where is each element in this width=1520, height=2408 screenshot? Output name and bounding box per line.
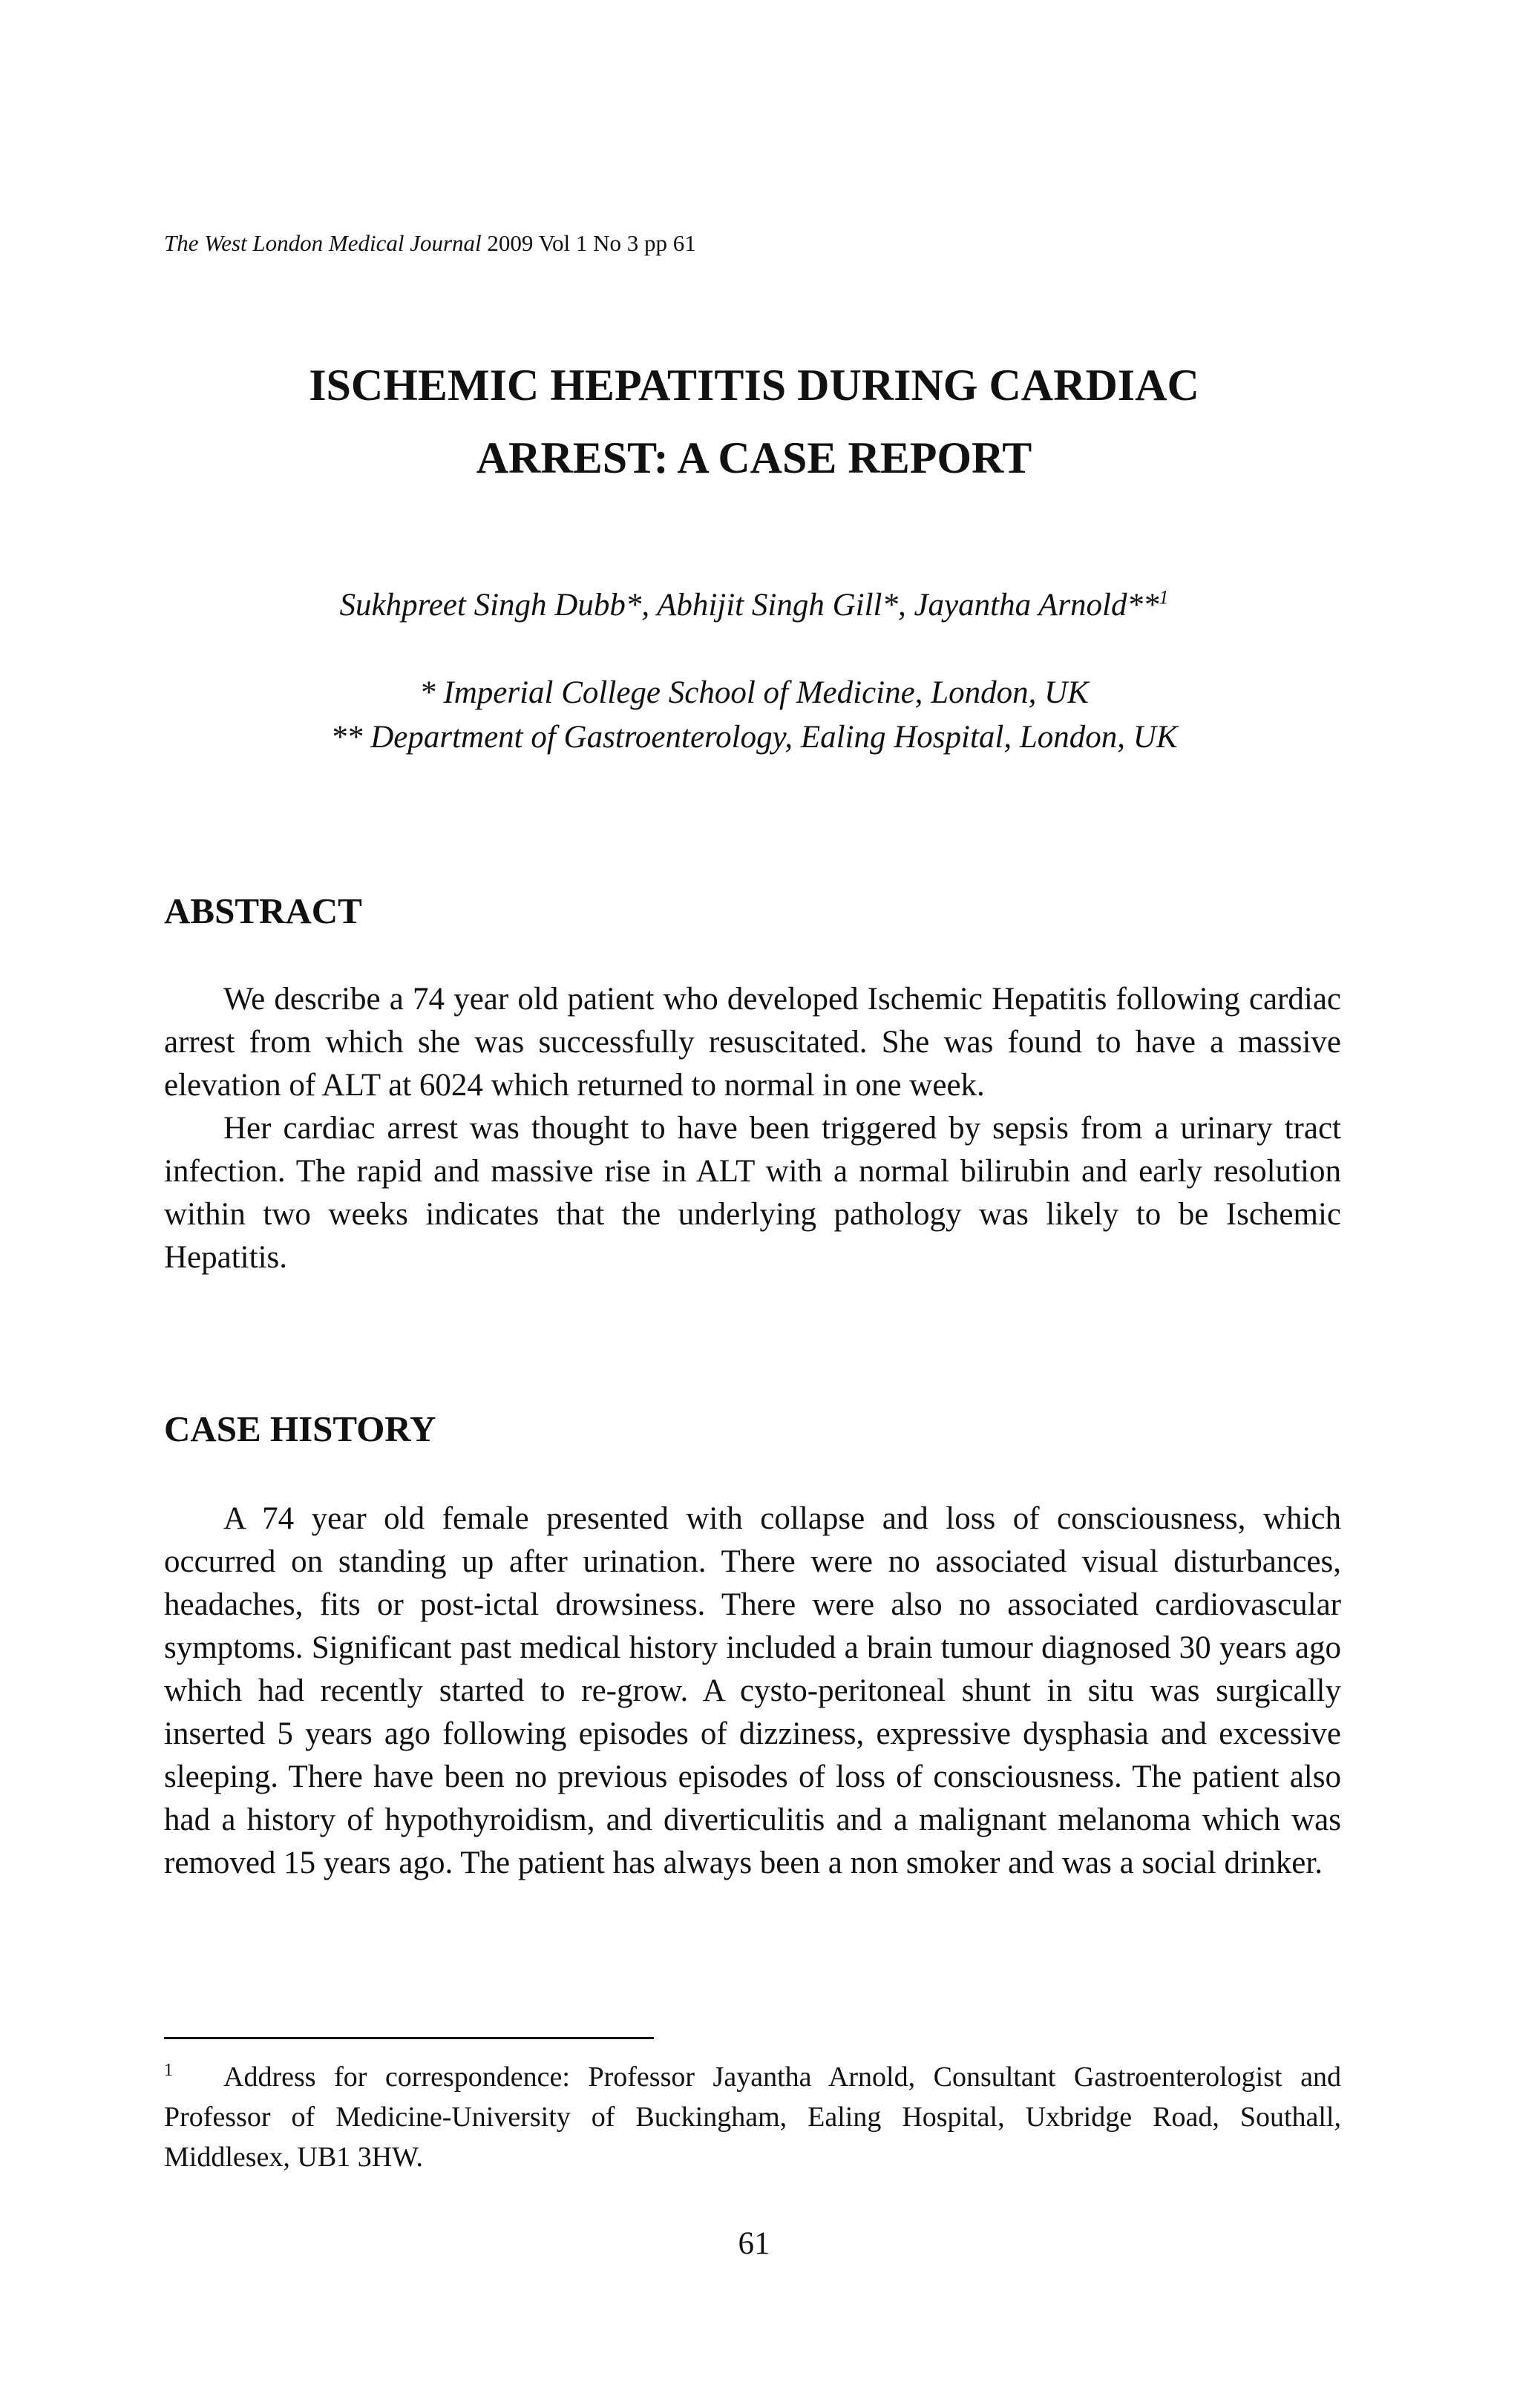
article-title-line-1: ISCHEMIC HEPATITIS DURING CARDIAC — [309, 361, 1199, 410]
abstract-paragraph-2: Her cardiac arrest was thought to have been triggered by sepsis from a urinary tract infection. The rapid and massive rise in ALT with a normal bilirubin and early resolution within two weeks indicates that the underlying pathology was likely to be Ischemic Hepatitis. — [164, 1111, 1341, 1275]
article-title — [164, 349, 1344, 494]
author-footnote-mark: 1 — [1159, 586, 1169, 608]
footnote — [164, 2057, 1341, 2177]
footnote-paragraph: 1 Address for correspondence: Professor Jayantha Arnold, Consultant Gastroenterologist and Professor of Medicine-University of Buckingham, Ealing Hospital, Uxbridge Road, Southall, Middlesex, UB1 3HW. — [164, 2061, 1341, 2173]
abstract-paragraph-1: We describe a 74 year old patient who developed Ischemic Hepatitis following cardiac arrest from which she was successfully resuscitated. She was found to have a massive elevation of ALT at 6024 which returned to normal in one week. — [164, 982, 1341, 1103]
case-history-body — [164, 1497, 1341, 1885]
article-title-line-2: ARREST: A CASE REPORT — [476, 433, 1032, 482]
abstract-body — [164, 978, 1341, 1279]
abstract-heading: ABSTRACT — [164, 890, 362, 931]
affiliation-list — [164, 671, 1344, 760]
affiliation-1: * Imperial College School of Medicine, London, UK — [419, 675, 1089, 710]
footnote-text: Address for correspondence: Professor Jayantha Arnold, Consultant Gastroenterologist and Professor of Medicine-University of Buckingham, Ealing Hospital, Uxbridge Road, Southall, Middlesex, UB1 3HW. — [164, 2061, 1341, 2173]
case-history-heading: CASE HISTORY — [164, 1408, 436, 1449]
footnote-divider — [164, 2037, 654, 2039]
running-head — [164, 229, 696, 258]
journal-name: The West London Medical Journal — [164, 230, 482, 256]
author-list — [164, 583, 1344, 628]
issue-details: 2009 Vol 1 No 3 pp 61 — [487, 230, 696, 256]
affiliation-2: ** Department of Gastroenterology, Ealing Hospital, London, UK — [330, 720, 1178, 755]
page-number: 61 — [738, 2226, 770, 2261]
case-history-paragraph-1: A 74 year old female presented with collapse and loss of consciousness, which occurred on standing up after urination. There were no associated visual disturbances, headaches, fits or post-ictal drowsiness. There were also no associated cardiovascular symptoms. Significant past medical history included a brain tumour diagnosed 30 years ago which had recently started to re-grow. A cysto-peritoneal shunt in situ was surgically inserted 5 years ago following episodes of dizziness, expressive dysphasia and excessive sleeping. There have been no previous episodes of loss of consciousness. The patient also had a history of hypothyroidism, and diverticulitis and a malignant melanoma which was removed 15 years ago. The patient has always been a non smoker and was a social drinker. — [164, 1501, 1341, 1880]
author-names: Sukhpreet Singh Dubb*, Abhijit Singh Gill*, Jayantha Arnold** — [339, 588, 1159, 623]
